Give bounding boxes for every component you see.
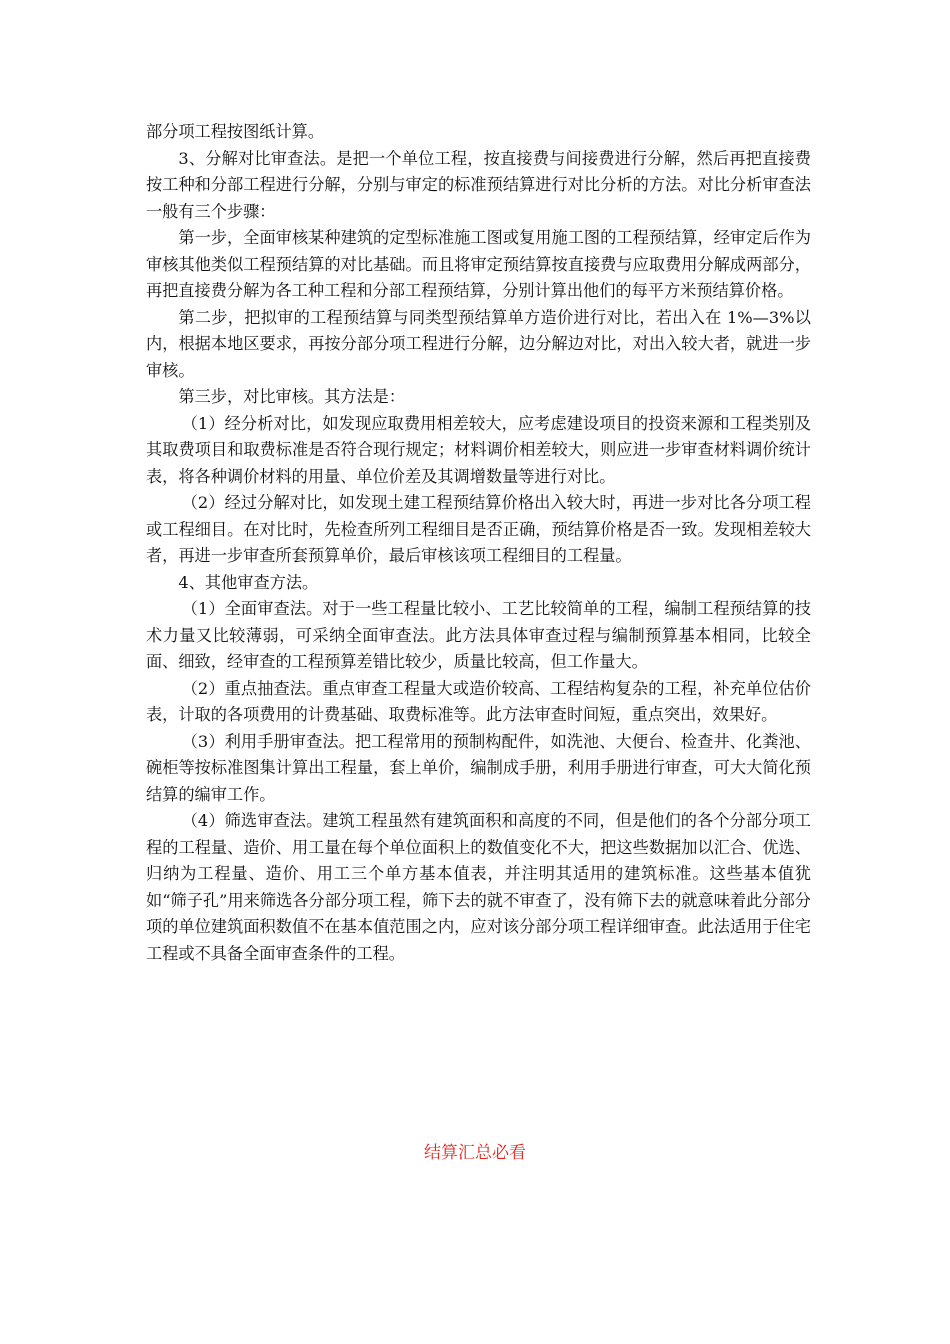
paragraph-method-4-item-1: （1）全面审查法。对于一些工程量比较小、工艺比较简单的工程，编制工程预结算的技术力量又比较薄弱，可采纳全面审查法。此方法具体审查过程与编制预算基本相同，比较全面、细致，经审查的工程预算差错比较少，质量比较高，但工作量大。 xyxy=(146,599,811,671)
paragraph-method-4: 4、其他审查方法。 xyxy=(178,572,319,592)
paragraph-step-3-item-1: （1）经分析对比，如发现应取费用相差较大，应考虑建设项目的投资来源和工程类别及其取费项目和取费标准是否符合现行规定；材料调价相差较大，则应进一步审查材料调价统计表，将各种调价材料的用量、单位价差及其调增数量等进行对比。 xyxy=(146,413,811,486)
paragraph-step-1: 第一步，全面审核某种建筑的定型标准施工图或复用施工图的工程预结算，经审定后作为审核其他类似工程预结算的对比基础。而且将审定预结算按直接费与应取费用分解成两部分，再把直接费分解为各工种工程和分部工程预结算，分别计算出他们的每平方米预结算价格。 xyxy=(146,228,811,300)
paragraph-method-4-item-2: （2）重点抽查法。重点审查工程量大或造价较高、工程结构复杂的工程，补充单位估价表，计取的各项费用的计费基础、取费标准等。此方法审查时间短，重点突出，效果好。 xyxy=(146,678,811,724)
paragraph-intro: 部分项工程按图纸计算。 xyxy=(146,122,325,141)
paragraph-method-3: 3、分解对比审查法。是把一个单位工程，按直接费与间接费进行分解，然后再把直接费按工种和分部工程进行分解，分别与审定的标准预结算进行对比分析的方法。对比分析审查法一般有三个步骤： xyxy=(146,148,811,221)
paragraph-step-3: 第三步，对比审核。其方法是： xyxy=(178,387,406,406)
paragraph-method-4-item-4: （4）筛选审查法。建筑工程虽然有建筑面积和高度的不同，但是他们的各个分部分项工程的工程量、造价、用工量在每个单位面积上的数值变化不大，把这些数据加以汇合、优选、归纳为工程量、造价、用工三个单方基本值表，并注明其适用的建筑标准。这些基本值犹如“筛子孔”用来筛选各分部分项工程，筛下去的就不审查了，没有筛下去的就意味着此分部分项的单位建筑面积数值不在基本值范围之内，应对该分部分项工程详细审查。此法适用于住宅工程或不具备全面审查条件的工程。 xyxy=(146,811,811,963)
document-body xyxy=(146,119,811,967)
footer-note: 结算汇总必看 xyxy=(424,1143,526,1163)
paragraph-step-3-item-2: （2）经过分解对比，如发现土建工程预结算价格出入较大时，再进一步对比各分项工程或工程细目。在对比时，先检查所列工程细目是否正确，预结算价格是否一致。发现相差较大者，再进一步审查所套预算单价，最后审核该项工程细目的工程量。 xyxy=(146,493,811,565)
paragraph-step-2: 第二步，把拟审的工程预结算与同类型预结算单方造价进行对比，若出入在 1%—3%以内，根据本地区要求，再按分部分项工程进行分解，边分解边对比，对出入较大者，就进一步审核。 xyxy=(146,307,811,380)
paragraph-method-4-item-3: （3）利用手册审查法。把工程常用的预制构配件，如洗池、大便台、检查井、化粪池、碗柜等按标准图集计算出工程量，套上单价，编制成手册，利用手册进行审查，可大大简化预结算的编审工作。 xyxy=(146,731,811,804)
